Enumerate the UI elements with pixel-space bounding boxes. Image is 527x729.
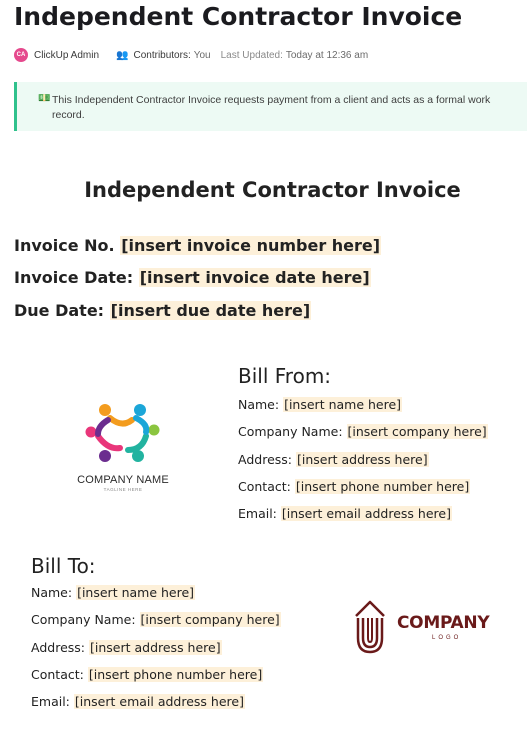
bill-from-contact [238, 478, 470, 495]
callout-text: This Independent Contractor Invoice requests payment from a client and acts as a formal work record. [52, 94, 491, 121]
field-label: Name: [238, 397, 280, 412]
bill-from-address [238, 451, 429, 468]
bill-to-name [31, 584, 195, 601]
page-meta [14, 47, 368, 63]
avatar[interactable]: CA [14, 48, 28, 62]
document-heading: Independent Contractor Invoice [84, 178, 461, 202]
field-label: Contact: [31, 667, 84, 682]
field-value[interactable]: [insert company here] [140, 612, 280, 627]
bill-to-contact [31, 666, 263, 683]
house-u-icon [352, 598, 392, 656]
field-label: Name: [31, 585, 73, 600]
field-label: Email: [31, 694, 70, 709]
bill-from-title: Bill From: [238, 364, 332, 388]
logo-b-name: COMPANY [397, 613, 490, 633]
field-label: Address: [238, 452, 292, 467]
field-label: Company Name: [31, 612, 136, 627]
due-date-value[interactable]: [insert due date here] [110, 301, 311, 320]
bill-to-company [31, 611, 281, 628]
bill-from-name [238, 396, 402, 413]
field-value[interactable]: [insert phone number here] [295, 479, 470, 494]
bill-from-email [238, 505, 452, 522]
field-value[interactable]: [insert address here] [296, 452, 428, 467]
bill-from-company [238, 423, 488, 440]
invoice-date-line [14, 267, 371, 289]
logo-a-name: COMPANY NAME [77, 474, 169, 486]
due-date-label: Due Date: [14, 301, 105, 320]
money-icon: 💵 [38, 93, 51, 104]
field-value[interactable]: [insert company here] [347, 424, 487, 439]
last-updated-value: Today at 12:36 am [285, 49, 369, 61]
contributors-label: Contributors: [133, 49, 191, 61]
people-circle-icon [58, 398, 188, 474]
due-date-line [14, 300, 311, 322]
invoice-number-line [14, 235, 381, 257]
company-logo-a [58, 398, 188, 494]
field-value[interactable]: [insert email address here] [74, 694, 244, 709]
last-updated-label: Last Updated: [220, 49, 283, 61]
invoice-number-value[interactable]: [insert invoice number here] [121, 236, 381, 255]
logo-b-tagline: LOGO [432, 635, 462, 641]
invoice-date-value[interactable]: [insert invoice date here] [139, 268, 370, 287]
field-value[interactable]: [insert email address here] [281, 506, 451, 521]
field-value[interactable]: [insert phone number here] [88, 667, 263, 682]
field-value[interactable]: [insert name here] [77, 585, 195, 600]
logo-a-tagline: TAGLINE HERE [103, 487, 143, 492]
field-value[interactable]: [insert name here] [284, 397, 402, 412]
contributors-icon: 👥 [116, 49, 129, 61]
field-label: Address: [31, 640, 85, 655]
field-value[interactable]: [insert address here] [89, 640, 221, 655]
contributors-value[interactable]: You [193, 49, 211, 61]
bill-to-title: Bill To: [31, 554, 96, 578]
field-label: Company Name: [238, 424, 343, 439]
invoice-date-label: Invoice Date: [14, 268, 134, 287]
bill-to-address [31, 639, 222, 656]
bill-to-email [31, 693, 245, 710]
author-name[interactable]: ClickUp Admin [34, 49, 100, 61]
page-title: Independent Contractor Invoice [14, 2, 463, 31]
invoice-number-label: Invoice No. [14, 236, 115, 255]
callout [14, 82, 527, 131]
company-logo-b [352, 598, 512, 656]
field-label: Email: [238, 506, 277, 521]
field-label: Contact: [238, 479, 291, 494]
